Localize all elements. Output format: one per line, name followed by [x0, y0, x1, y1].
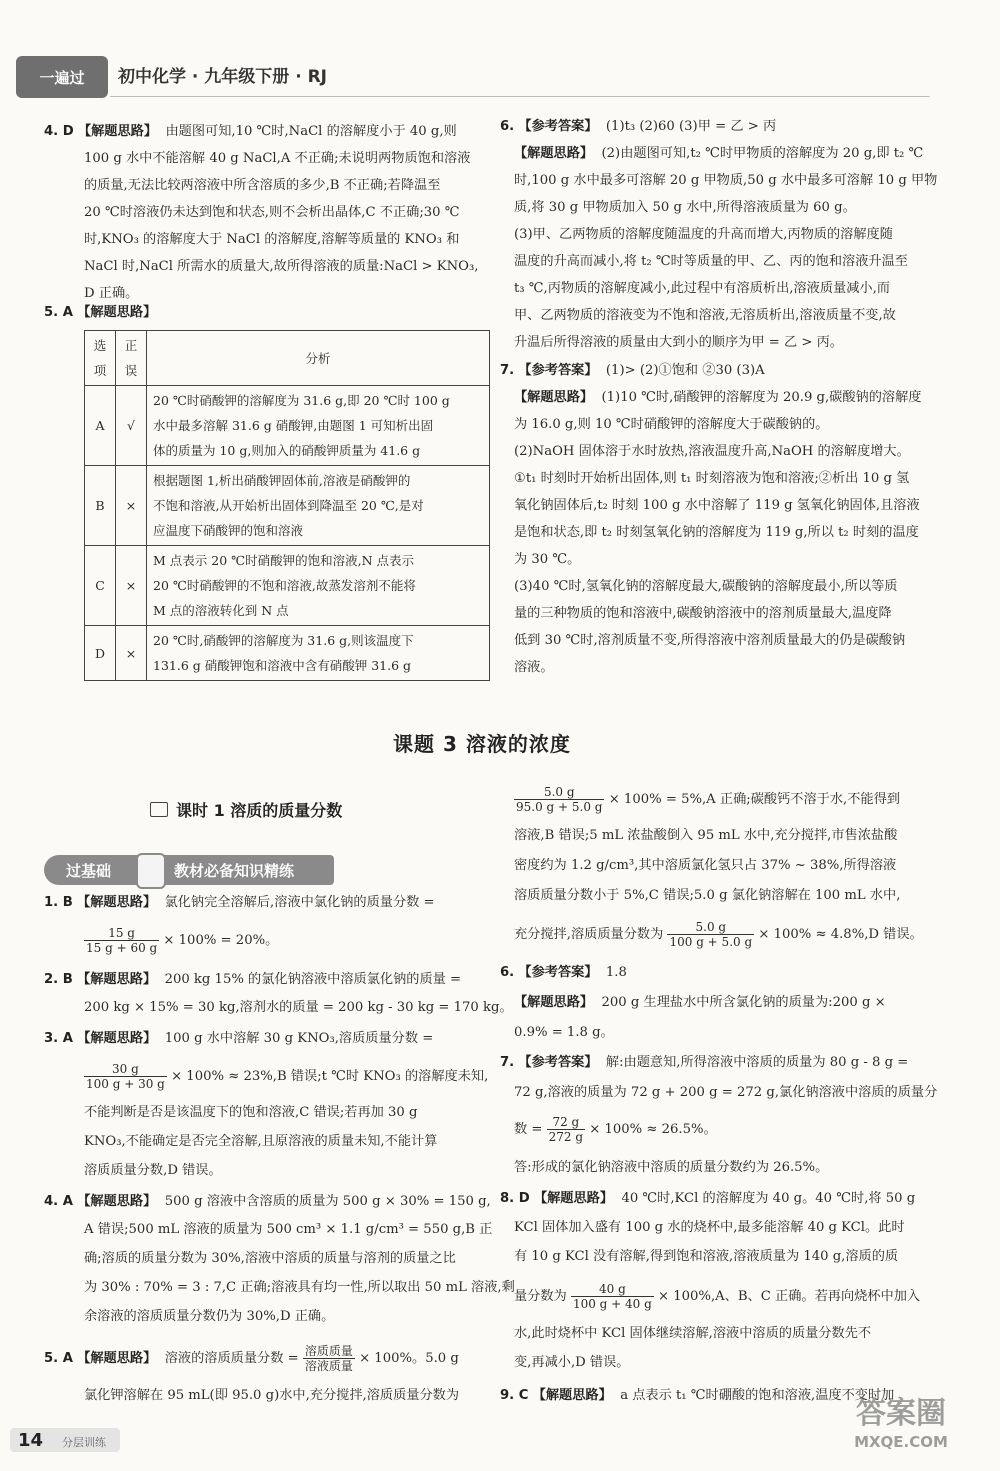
text-line: 量的三种物质的饱和溶液中,碳酸钠溶液中的溶剂质量最大,温度降 [514, 606, 892, 621]
text-line: × 100% ≈ 23%,B 错误;t ℃时 KNO₃ 的溶解度未知, [171, 1069, 489, 1084]
table-row [85, 466, 490, 546]
denominator: 15 g + 60 g [86, 941, 158, 955]
brand-logo: 一遍过 [16, 56, 108, 98]
text-line: × 100%,A、B、C 正确。若再向烧杯中加入 [658, 1289, 921, 1304]
text-line: 溶质质量分数,D 错误。 [84, 1163, 222, 1178]
option-cell: C [85, 546, 116, 626]
question-number: 4. A [44, 1194, 73, 1209]
text-line: 500 g 溶液中含溶质的质量为 500 g × 30% = 150 g, [164, 1194, 491, 1209]
question-number: 4. D [44, 124, 74, 139]
table-header-row [85, 331, 490, 386]
text-line: NaCl 时,NaCl 所需水的质量大,故所得溶液的质量:NaCl > KNO₃, [84, 259, 479, 274]
numerator: 溶质质量 [304, 1344, 353, 1358]
answer-tag: 【参考答案】 [518, 1055, 598, 1070]
question-number: 5. A [44, 1351, 73, 1366]
footer-label: 分层训练 [62, 1436, 106, 1449]
numerator: 15 g [84, 926, 159, 941]
mark-cell: × [116, 626, 147, 681]
solution-tag: 【解题思路】 [77, 1351, 157, 1366]
notebook-icon [136, 853, 166, 889]
numerator: 5.0 g [667, 920, 754, 935]
table-row [85, 626, 490, 681]
answer-tag: 【参考答案】 [518, 363, 598, 378]
option-cell: A [85, 386, 116, 466]
text-line: 氯化钾溶解在 95 mL(即 95.0 g)水中,充分搅拌,溶质质量分数为 [84, 1388, 460, 1403]
cell-line: 水中最多溶解 31.6 g 硝酸钾,由题图 1 可知析出固 [153, 418, 434, 433]
text-line: 的质量,无法比较两溶液中所含溶质的多少,B 不正确;若降温至 [84, 178, 441, 193]
left-b-q3-line [44, 1025, 433, 1052]
fraction [84, 1062, 167, 1091]
question-number: 9. C [500, 1388, 529, 1403]
text-line: 由题图可知,10 ℃时,NaCl 的溶解度小于 40 g,则 [165, 124, 457, 139]
text-line: 溶液。 [514, 660, 554, 675]
text-line: 甲、乙两物质的溶液变为不饱和溶液,无溶质析出,溶液质量不变,故 [514, 308, 896, 323]
text-line: 为 30% : 70% = 3 : 7,C 正确;溶液具有均一性,所以取出 50 mL 溶液,剩 [84, 1280, 515, 1295]
solution-tag: 【解题思路】 [77, 1031, 157, 1046]
text-line: (1)10 ℃时,硝酸钾的溶解度为 20.9 g,碳酸钠的溶解度 [601, 390, 922, 405]
right-b-q6-line [514, 989, 886, 1016]
table-row [85, 546, 490, 626]
text-line: 答:形成的氯化钠溶液中溶质的质量分数约为 26.5%。 [514, 1160, 829, 1175]
lesson-title [150, 798, 342, 821]
text-line: 温度的升高而减小,将 t₂ ℃时等质量的甲、乙、丙的饱和溶液升温至 [514, 254, 908, 269]
solution-tag: 【解题思路】 [77, 972, 157, 987]
left-b-q2-line [44, 966, 461, 993]
text-line: 不能判断是否是该温度下的饱和溶液,C 错误;若再加 30 g [84, 1105, 418, 1120]
text-line: 100 g 水中不能溶解 40 g NaCl,A 不正确;未说明两物质饱和溶液 [84, 151, 471, 166]
text-line: 为 30 ℃。 [514, 552, 581, 567]
section-title: 课题 3 溶液的浓度 [393, 732, 571, 756]
text-line: 确;溶质的质量分数为 30%,溶液中溶质的质量与溶剂的质量之比 [84, 1251, 456, 1266]
column-header: 选项 [85, 331, 116, 386]
cell-line: 20 ℃时,硝酸钾的溶解度为 31.6 g,则该温度下 [153, 633, 414, 648]
fraction [547, 1115, 585, 1144]
solution-tag: 【解题思路】 [514, 995, 594, 1010]
question-number: 3. A [44, 1031, 73, 1046]
solution-tag: 【解题思路】 [514, 146, 594, 161]
text-line: × 100% = 5%,A 正确;碳酸钙不溶于水,不能得到 [608, 792, 900, 807]
lesson-title-text: 课时 1 溶质的质量分数 [176, 801, 343, 820]
mark-cell: × [116, 546, 147, 626]
text-line: 100 g 水中溶解 30 g KNO₃,溶质质量分数 = [164, 1031, 434, 1046]
cell-line: 体的质量为 10 g,则加入的硝酸钾质量为 41.6 g [153, 443, 421, 458]
text-line: 溶液的溶质质量分数 = [164, 1351, 299, 1366]
formula-line [514, 1115, 717, 1144]
solution-tag: 【解题思路】 [532, 1388, 612, 1403]
analysis-cell [147, 626, 490, 681]
page-number: 14 [18, 1430, 44, 1451]
page-header [0, 0, 1000, 110]
banner-subtitle: 教材必备知识精练 [174, 862, 295, 880]
text-line: 溶质质量分数小于 5%,C 错误;5.0 g 氯化钠溶解在 100 mL 水中, [514, 888, 901, 903]
numerator: 30 g [84, 1062, 167, 1077]
text-line: 低到 30 ℃时,溶剂质量不变,所得溶液中溶剂质量最大的仍是碳酸钠 [514, 633, 906, 648]
answer-text: (1)t₃ (2)60 (3)甲 = 乙 > 丙 [605, 119, 777, 134]
text-line: 充分搅拌,溶质质量分数为 [514, 927, 664, 942]
right-q7-head [500, 357, 765, 384]
formula-line [514, 1282, 920, 1311]
option-cell: D [85, 626, 116, 681]
text-line: (2)NaOH 固体溶于水时放热,溶液温度升高,NaOH 的溶解度增大。 [514, 444, 910, 459]
text-line: × 100%。5.0 g [359, 1351, 459, 1366]
text-line: 余溶液的溶质质量分数仍为 30%,D 正确。 [84, 1309, 335, 1324]
corner-logo [816, 1395, 986, 1465]
column-header: 分析 [147, 331, 490, 386]
question-number: 1. B [44, 895, 73, 910]
formula-line [84, 1062, 488, 1091]
text-line: 溶液,B 错误;5 mL 浓盐酸倒入 95 mL 水中,充分搅拌,市售浓盐酸 [514, 828, 898, 843]
text-line: 为 16.0 g,则 10 ℃时硝酸钾的溶解度大于碳酸钠的。 [514, 417, 829, 432]
text-line: 200 kg × 15% = 30 kg,溶剂水的质量 = 200 kg - 30 kg = 170 kg。 [84, 1000, 513, 1015]
text-line: ①t₁ 时刻时开始析出固体,则 t₁ 时刻溶液为饱和溶液;②析出 10 g 氢 [514, 471, 910, 486]
denominator: 272 g [548, 1130, 584, 1144]
right-q6-line-0 [514, 140, 923, 167]
solution-tag: 【解题思路】 [77, 1194, 157, 1209]
book-title: 初中化学 · 九年级下册 · RJ [118, 67, 328, 87]
text-line: (2)由题图可知,t₂ ℃时甲物质的溶解度为 20 g,即 t₂ ℃ [601, 146, 924, 161]
answer-tag: 【参考答案】 [518, 965, 598, 980]
denominator: 100 g + 30 g [86, 1077, 165, 1091]
question-number: 5. A [44, 305, 73, 320]
left-q4-line-0 [44, 118, 457, 145]
cell-line: M 点表示 20 ℃时硝酸钾的饱和溶液,N 点表示 [153, 553, 414, 568]
question-number: 6. [500, 119, 515, 134]
mark-cell: √ [116, 386, 147, 466]
text-line: 20 ℃时溶液仍未达到饱和状态,则不会析出晶体,C 不正确;30 ℃ [84, 205, 460, 220]
text-line: 升温后所得溶液的质量由大到小的顺序为甲 = 乙 > 丙。 [514, 335, 843, 350]
text-line: × 100% ≈ 26.5%。 [589, 1122, 717, 1137]
text-line: 水,此时烧杯中 KCl 固体继续溶解,溶液中溶质的质量分数先不 [514, 1326, 872, 1341]
left-b-q1-line [44, 889, 435, 916]
answer-text: 1.8 [605, 965, 627, 980]
lesson-folder-icon [150, 802, 168, 817]
solution-tag: 【解题思路】 [77, 305, 157, 320]
text-line: 解:由题意知,所得溶液中溶质的质量为 80 g - 8 g = [605, 1055, 909, 1070]
text-line: 数 = [514, 1122, 543, 1137]
option-cell: B [85, 466, 116, 546]
text-line: 200 g 生理盐水中所含氯化钠的质量为:200 g × [601, 995, 886, 1010]
solution-tag: 【解题思路】 [514, 390, 594, 405]
text-line: 是饱和状态,即 t₂ 时刻氢氧化钠的溶解度为 119 g,所以 t₂ 时刻的温度 [514, 525, 919, 540]
fraction [84, 926, 159, 955]
banner-label: 过基础 [66, 862, 112, 880]
formula-line [514, 785, 900, 814]
section-banner [44, 855, 334, 885]
answer-tag: 【参考答案】 [518, 119, 598, 134]
analysis-cell [147, 466, 490, 546]
numerator: 40 g [571, 1282, 654, 1297]
cell-line: 应温度下硝酸钾的饱和溶液 [153, 523, 304, 538]
corner-logo-text: 答案圈 [856, 1396, 946, 1431]
answer-text: (1)> (2)①饱和 ②30 (3)A [605, 363, 765, 378]
cell-line: 20 ℃时硝酸钾的不饱和溶液,故蒸发溶剂不能将 [153, 578, 416, 593]
cell-line: 根据题图 1,析出硝酸钾固体前,溶液是硝酸钾的 [153, 473, 411, 488]
left-q5-head [44, 299, 156, 326]
text-line: × 100% ≈ 4.8%,D 错误。 [758, 927, 923, 942]
numerator: 72 g [547, 1115, 585, 1130]
denominator: 100 g + 40 g [572, 1297, 652, 1311]
text-line: t₃ ℃,丙物质的溶解度减小,此过程中有溶质析出,溶液质量减小,而 [514, 281, 890, 296]
fraction [514, 785, 604, 814]
cell-line: 不饱和溶液,从开始析出固体到降温至 20 ℃,是对 [153, 498, 424, 513]
text-line: 0.9% = 1.8 g。 [514, 1025, 614, 1040]
mark-cell: × [116, 466, 147, 546]
question-number: 8. D [500, 1191, 530, 1206]
text-line: 72 g,溶液的质量为 72 g + 200 g = 272 g,氯化钠溶液中溶质的质量分 [514, 1085, 938, 1100]
solution-tag: 【解题思路】 [77, 895, 157, 910]
solution-tag: 【解题思路】 [533, 1191, 614, 1206]
text-line: KCl 固体加入盛有 100 g 水的烧杯中,最多能溶解 40 g KCl。此时 [514, 1220, 905, 1235]
cell-line: M 点的溶液转化到 N 点 [153, 603, 289, 618]
fraction [571, 1282, 654, 1311]
text-line: × 100% = 20%。 [163, 933, 279, 948]
left-b-q5-line [44, 1344, 459, 1373]
text-line: 密度约为 1.2 g/cm³,其中溶质氯化氢只占 37% ~ 38%,所得溶液 [514, 858, 897, 873]
text-line: (3)40 ℃时,氢氧化钠的溶解度最大,碳酸钠的溶解度最小,所以等质 [514, 579, 898, 594]
denominator: 溶液质量 [304, 1359, 353, 1373]
right-b-q8-head [500, 1185, 915, 1212]
right-b-q6-head [500, 959, 627, 986]
column-header: 正误 [116, 331, 147, 386]
text-line: 氧化钠固体后,t₂ 时刻 100 g 水中溶解了 119 g 氢氧化钠固体,且溶液 [514, 498, 920, 513]
question-number: 6. [500, 965, 515, 980]
question-number: 2. B [44, 972, 73, 987]
analysis-cell [147, 546, 490, 626]
text-line: 40 ℃时,KCl 的溶解度为 40 g。40 ℃时,将 50 g [621, 1191, 916, 1206]
text-line: 时,KNO₃ 的溶解度大于 NaCl 的溶解度,溶解等质量的 KNO₃ 和 [84, 232, 460, 247]
text-line: A 错误;500 mL 溶液的质量为 500 cm³ × 1.1 g/cm³ = 550 g,B 正 [84, 1222, 493, 1237]
formula-line [514, 920, 923, 949]
fraction [303, 1344, 355, 1373]
solution-tag: 【解题思路】 [77, 124, 158, 139]
left-b-q4-line [44, 1188, 491, 1215]
text-line: (3)甲、乙两物质的溶解度随温度的升高而增大,丙物质的溶解度随 [514, 227, 893, 242]
header-divider [110, 96, 930, 97]
analysis-cell [147, 386, 490, 466]
text-line: a 点表示 t₁ ℃时硼酸的饱和溶液,温度不变时加 [620, 1388, 895, 1403]
denominator: 100 g + 5.0 g [669, 935, 753, 949]
text-line: 时,100 g 水中最多可溶解 20 g 甲物质,50 g 水中最多可溶解 10 g 甲物 [514, 173, 938, 188]
denominator: 95.0 g + 5.0 g [516, 800, 603, 814]
text-line: 变,再减小,D 错误。 [514, 1355, 630, 1370]
question-number: 7. [500, 1055, 515, 1070]
table-row [85, 386, 490, 466]
text-line: 有 10 g KCl 没有溶解,得到饱和溶液,溶液质量为 140 g,溶质的质 [514, 1249, 899, 1264]
formula-line [84, 926, 278, 955]
fraction [667, 920, 754, 949]
question-number: 7. [500, 363, 515, 378]
cell-line: 131.6 g 硝酸钾饱和溶液中含有硝酸钾 31.6 g [153, 658, 412, 673]
cell-line: 20 ℃时硝酸钾的溶解度为 31.6 g,即 20 ℃时 100 g [153, 393, 450, 408]
text-line: KNO₃,不能确定是否完全溶解,且原溶液的质量未知,不能计算 [84, 1134, 438, 1149]
numerator: 5.0 g [514, 785, 604, 800]
text-line: D 正确。 [84, 286, 139, 301]
right-q7-line-0 [514, 384, 922, 411]
right-b-q7-head [500, 1049, 908, 1076]
corner-logo-url: MXQE.COM [854, 1433, 948, 1451]
text-line: 氯化钠完全溶解后,溶液中氯化钠的质量分数 = [164, 895, 435, 910]
right-q6-head [500, 113, 776, 140]
text-line: 质,将 30 g 甲物质加入 50 g 水中,所得溶液质量为 60 g。 [514, 200, 856, 215]
text-line: 量分数为 [514, 1289, 567, 1304]
analysis-table [84, 330, 490, 681]
text-line: 200 kg 15% 的氯化钠溶液中溶质氯化钠的质量 = [164, 972, 462, 987]
